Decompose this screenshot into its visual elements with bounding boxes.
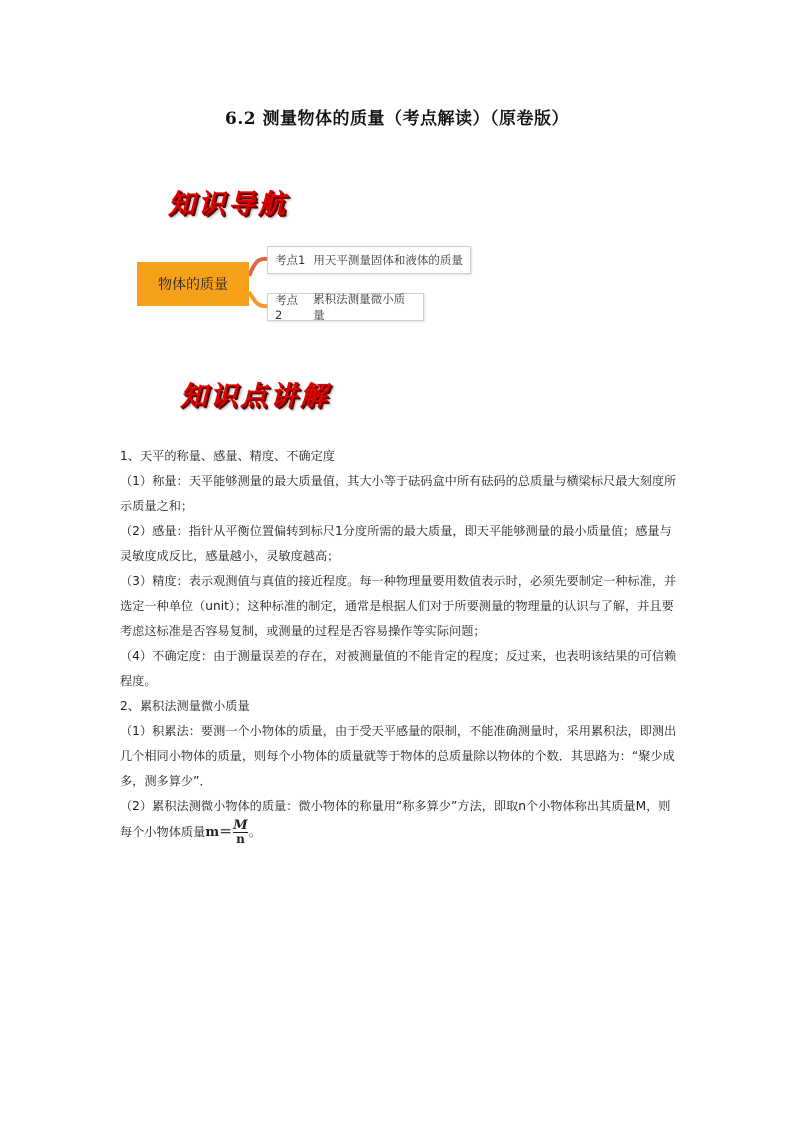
fraction-formula xyxy=(233,819,248,846)
fraction-numerator: M xyxy=(233,818,248,833)
section-2-heading: 2、累积法测量微小质量 xyxy=(120,699,250,713)
node-key: 考点1 xyxy=(275,253,306,267)
paragraph: （1）积累法：要测一个小物体的质量，由于受天平感量的限制，不能准确测量时，采用累积法，即测出几个相同小物体的质量，则每个小物体的质量就等于物体的总质量除以物体的个数．其思路为：“聚少成多，测多算少”． xyxy=(120,724,677,788)
branch-line-1 xyxy=(249,259,267,276)
formula-lhs: m＝ xyxy=(205,825,233,840)
page-title: 6.2 测量物体的质量（考点解读）（原卷版） xyxy=(225,109,569,129)
section-1-heading: 1、天平的称量、感量、精度、不确定度 xyxy=(120,449,335,463)
mind-map-node-2 xyxy=(267,293,424,321)
mind-map-node-1 xyxy=(267,246,471,274)
branch-line-2 xyxy=(249,292,267,306)
paragraph-with-formula xyxy=(120,794,680,846)
node-key: 考点2 xyxy=(275,293,298,322)
mind-map-connectors xyxy=(0,0,794,340)
content-body xyxy=(120,444,680,846)
fraction-denominator: n xyxy=(233,832,248,846)
mind-map-root: 物体的质量 xyxy=(137,262,249,306)
node-text: 累积法测量微小质量 xyxy=(313,292,406,322)
paragraph: （3）精度：表示观测值与真值的接近程度。每一种物理量要用数值表示时，必须先要制定一种标准，并选定一种单位（unit）；这种标准的制定，通常是根据人们对于所要测量的物理量的认识与了解，并且要考虑这标准是否容易复制，或测量的过程是否容易操作等实际问题； xyxy=(120,574,677,638)
knowledge-nav-banner: 知识导航 xyxy=(168,189,288,220)
knowledge-explain-banner: 知识点讲解 xyxy=(180,381,330,412)
paragraph-end: 。 xyxy=(248,825,261,839)
paragraph: （2）感量：指针从平衡位置偏转到标尺1分度所需的最大质量，即天平能够测量的最小质量值；感量与灵敏度成反比，感量越小，灵敏度越高； xyxy=(120,524,672,563)
node-text: 用天平测量固体和液体的质量 xyxy=(313,253,463,267)
paragraph-text: （2）累积法测微小物体的质量：微小物体的称量用“称多算少”方法，即取n个小物体称出其质量M，则每个小物体质量 xyxy=(120,799,671,839)
paragraph: （1）称量：天平能够测量的最大质量值，其大小等于砝码盒中所有砝码的总质量与横梁标尺最大刻度所示质量之和； xyxy=(120,474,677,513)
paragraph: （4）不确定度：由于测量误差的存在，对被测量值的不能肯定的程度；反过来，也表明该结果的可信赖程度。 xyxy=(120,649,677,688)
